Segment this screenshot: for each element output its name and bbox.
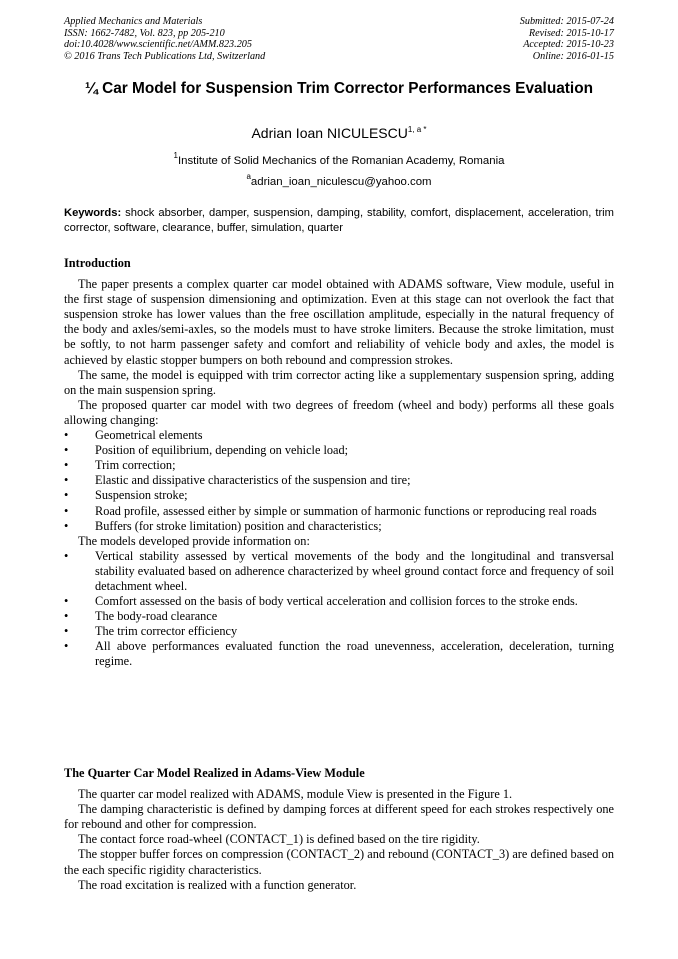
introduction-heading: Introduction: [64, 256, 131, 270]
bullet-icon: •: [64, 639, 69, 654]
keywords: [64, 206, 614, 236]
changeable-parameters-list: [64, 428, 614, 534]
bullet-icon: •: [64, 473, 69, 488]
list-item: • Elastic and dissipative characteristics of the suspension and tire;: [64, 473, 411, 488]
list-item: • Comfort assessed on the basis of body vertical acceleration and collision forces to the stroke ends.: [64, 594, 578, 609]
model-outputs-list: [64, 549, 614, 670]
copyright-line: © 2016 Trans Tech Publications Ltd, Switzerland: [64, 50, 266, 62]
bullet-icon: •: [64, 503, 69, 518]
intro-paragraph-3: The proposed quarter car model with two degrees of freedom (wheel and body) performs all these goals allowing changing:: [64, 397, 614, 427]
intro-paragraph-2: The same, the model is equipped with trim corrector acting like a supplementary suspension spring, adding on the main suspension spring.: [64, 367, 614, 397]
revised-date: Revised: 2015-10-17: [528, 27, 614, 39]
author-superscript: 1, a *: [407, 125, 427, 134]
issn-line: ISSN: 1662-7482, Vol. 823, pp 205-210: [64, 27, 225, 39]
section-paragraph-3: The contact force road-wheel (CONTACT_1) is defined based on the tire rigidity.: [78, 832, 480, 847]
author-line: [64, 121, 614, 142]
doi-line: doi:10.4028/www.scientific.net/AMM.823.205: [64, 39, 252, 51]
affiliation-text: Institute of Solid Mechanics of the Romanian Academy, Romania: [177, 155, 505, 167]
bullet-icon: •: [64, 443, 69, 458]
list-item: • The body-road clearance: [64, 609, 218, 624]
publication-dates: [520, 16, 614, 62]
author-email: [64, 170, 614, 189]
keywords-text: shock absorber, damper, suspension, damping, stability, comfort, displacement, acceleration, trim corrector, software, clearance, buffer, simulation, quarter: [64, 207, 614, 234]
intro-paragraph-4: The models developed provide information on:: [78, 533, 310, 548]
accepted-date: Accepted: 2015-10-23: [523, 39, 614, 51]
online-date: Online: 2016-01-15: [532, 50, 614, 62]
section-heading: The Quarter Car Model Realized in Adams-View Module: [64, 766, 365, 780]
affiliation-superscript: 1: [173, 151, 178, 160]
bullet-icon: •: [64, 488, 69, 503]
keywords-label: Keywords:: [64, 207, 122, 219]
list-item: • Buffers (for stroke limitation) position and characteristics;: [64, 518, 382, 533]
intro-paragraph-1: The paper presents a complex quarter car model obtained with ADAMS software, View module, useful in the first stage of suspension dimensioning and optimization. Even at this stage can not overlook the fact that suspension stroke has lower values than the free oscillation amplitude, especially in the natural frequency of the body and axles/semi-axles, so the models must to have stroke limiters. Because the stroke limitation, must be softly, to not harm passenger safety and comfort and reliability of vehicle body and axles, the model is achieved by elastic stopper bumpers on both rebound and compression strokes.: [64, 277, 614, 367]
list-item: • All above performances evaluated function the road unevenness, acceleration, deceleration, turning regime.: [64, 639, 614, 669]
author-name: Adrian Ioan NICULESCU: [251, 125, 408, 141]
section-paragraph-1: The quarter car model realized with ADAMS, module View is presented in the Figure 1.: [78, 787, 513, 802]
paper-title: ¼ Car Model for Suspension Trim Corrector Performances Evaluation: [84, 80, 594, 97]
list-item: • Geometrical elements: [64, 428, 203, 443]
section-paragraph-4: The stopper buffer forces on compression (CONTACT_2) and rebound (CONTACT_3) are defined based on the each specific rigidity characteristics.: [64, 847, 614, 877]
journal-info: [64, 16, 265, 62]
bullet-icon: •: [64, 428, 69, 443]
email-text: adrian_ioan_niculescu@yahoo.com: [250, 176, 432, 188]
quarter-car-section: [64, 766, 614, 893]
list-item: • Position of equilibrium, depending on vehicle load;: [64, 443, 349, 458]
bullet-icon: •: [64, 518, 69, 533]
list-item: • Road profile, assessed either by simple or summation of harmonic functions or reproducing real roads: [64, 503, 597, 518]
list-item: • The trim corrector efficiency: [64, 624, 238, 639]
bullet-icon: •: [64, 548, 69, 563]
journal-name: Applied Mechanics and Materials: [64, 16, 203, 27]
affiliation: [64, 149, 614, 168]
bullet-icon: •: [64, 624, 69, 639]
introduction-section: [64, 256, 614, 670]
submitted-date: Submitted: 2015-07-24: [519, 16, 614, 27]
section-paragraph-5: The road excitation is realized with a function generator.: [78, 877, 357, 892]
list-item: • Vertical stability assessed by vertical movements of the body and the longitudinal and transversal stability evaluated based on adherence characterized by wheel ground contact force and frequency of soil detachment wheel.: [64, 548, 614, 593]
email-superscript: a: [246, 172, 251, 181]
list-item: • Suspension stroke;: [64, 488, 188, 503]
bullet-icon: •: [64, 458, 69, 473]
bullet-icon: •: [64, 609, 69, 624]
section-paragraph-2: The damping characteristic is defined by damping forces at different speed for each strokes respectively one for rebound and other for compression.: [64, 802, 614, 832]
bullet-icon: •: [64, 594, 69, 609]
list-item: • Trim correction;: [64, 458, 176, 473]
